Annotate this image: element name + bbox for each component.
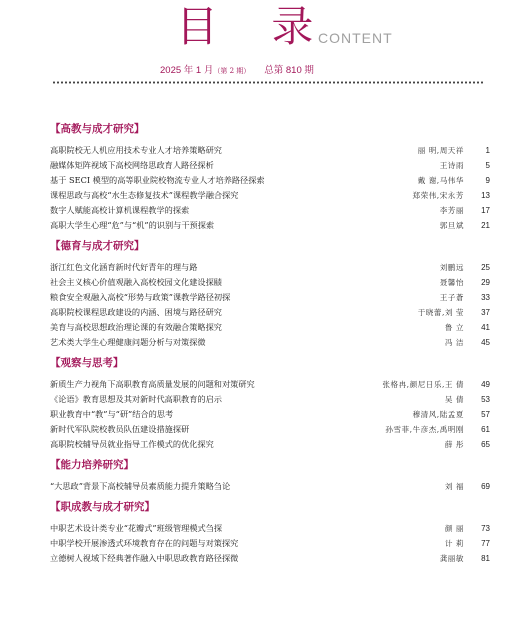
- entry-author: 于晓蕾,刘 莹: [417, 308, 464, 317]
- entry-page: 9: [485, 176, 490, 185]
- entry-title: 美育与高校思想政治理论课的有效融合策略探究: [50, 322, 222, 332]
- toc-entry[interactable]: [50, 188, 490, 203]
- entry-title: 《论语》教育思想及其对新时代高职教育的启示: [50, 394, 222, 404]
- entry-title: 中职学校开展渗透式环境教育存在的问题与对策探究: [50, 538, 239, 548]
- entry-author: 薛 彤: [444, 440, 464, 449]
- entry-author: 李芳丽: [439, 206, 464, 215]
- entry-title: 艺术类大学生心理健康问题分析与对策探微: [50, 337, 206, 347]
- entry-title: 课程思政与高校“水生态修复技术”课程教学融合探究: [50, 190, 239, 200]
- entry-author: 颜 丽: [444, 524, 464, 533]
- entry-page: 21: [481, 221, 490, 230]
- entry-author: 冯 洁: [444, 338, 464, 347]
- entry-author: 张格冉,颜尼日乐,王 倩: [382, 380, 464, 389]
- entry-author: 丽 明,周天祥: [417, 146, 464, 155]
- section-heading: 【职成教与成才研究】: [50, 501, 155, 513]
- entry-title: 基于 SECI 模型的高等职业院校物流专业人才培养路径探索: [50, 175, 265, 185]
- entry-title: 社会主义核心价值观融入高校校园文化建设探赜: [50, 277, 222, 287]
- entry-author: 龚丽敏: [439, 554, 464, 563]
- toc-entry[interactable]: [50, 173, 490, 188]
- issue-info: [160, 62, 380, 76]
- toc-entry[interactable]: [50, 218, 490, 233]
- entry-author: 王诗雨: [439, 161, 464, 170]
- entry-title: 数字人赋能高校计算机课程教学的探索: [50, 205, 190, 215]
- toc-entry[interactable]: [50, 335, 490, 350]
- entry-page: 33: [481, 293, 490, 302]
- entry-author: 戴 谢,马伟华: [417, 176, 464, 185]
- header: [0, 0, 530, 90]
- entry-page: 29: [481, 278, 490, 287]
- entry-author: 计 莉: [444, 539, 464, 548]
- entry-title: 浙江红色文化涵育新时代好青年的理与路: [50, 262, 198, 272]
- entry-page: 13: [481, 191, 490, 200]
- total-issue: 总第 810 期: [264, 65, 314, 76]
- entry-page: 73: [481, 524, 490, 533]
- entry-title: 高职院校无人机应用技术专业人才培养策略研究: [50, 145, 222, 155]
- toc-section: [50, 239, 490, 350]
- toc-entry[interactable]: [50, 407, 490, 422]
- toc-entry[interactable]: [50, 437, 490, 452]
- issue-date: 2025 年 1 月: [160, 65, 214, 76]
- entry-title: 职业教育中“教”与“研”结合的思考: [50, 409, 174, 419]
- toc-entry[interactable]: [50, 536, 490, 551]
- toc-entry[interactable]: [50, 143, 490, 158]
- toc-entry[interactable]: [50, 377, 490, 392]
- entry-page: 81: [481, 554, 490, 563]
- entry-page: 41: [481, 323, 490, 332]
- entry-author: 郭旦斌: [439, 221, 464, 230]
- issue-number: （第 2 期）: [213, 67, 251, 75]
- entry-author: 孙雪菲,牛彦杰,禹明刚: [385, 425, 464, 434]
- entry-page: 77: [481, 539, 490, 548]
- toc-section: [50, 458, 490, 494]
- section-heading: 【观察与思考】: [50, 357, 124, 369]
- entry-author: 穆清风,陆孟夏: [412, 410, 464, 419]
- toc-entry[interactable]: [50, 290, 490, 305]
- entry-author: 刘 福: [444, 482, 464, 491]
- toc-section: [50, 356, 490, 452]
- toc-entry[interactable]: [50, 422, 490, 437]
- entry-author: 鲁 立: [444, 323, 464, 332]
- entry-page: 17: [481, 206, 490, 215]
- toc-entry[interactable]: [50, 551, 490, 566]
- entry-title: 中职艺术设计类专业“花瓣式”班级管理模式刍探: [50, 523, 223, 533]
- entry-page: 57: [481, 410, 490, 419]
- entry-author: 聂馨怡: [439, 278, 464, 287]
- toc-entry[interactable]: [50, 521, 490, 536]
- toc-entry[interactable]: [50, 260, 490, 275]
- entry-page: 5: [485, 161, 490, 170]
- section-heading: 【德育与成才研究】: [50, 240, 145, 252]
- entry-page: 65: [481, 440, 490, 449]
- entry-page: 45: [481, 338, 490, 347]
- entry-page: 61: [481, 425, 490, 434]
- entry-title: “大思政”背景下高校辅导员素质能力提升策略刍论: [50, 481, 231, 491]
- section-heading: 【高教与成才研究】: [50, 123, 145, 135]
- dotted-divider: [52, 81, 484, 84]
- page-subtitle: CONTENT: [318, 30, 393, 46]
- toc-entry[interactable]: [50, 275, 490, 290]
- entry-page: 53: [481, 395, 490, 404]
- entry-title: 高职院校辅导员就业指导工作模式的优化探究: [50, 439, 214, 449]
- section-heading: 【能力培养研究】: [50, 459, 134, 471]
- entry-author: 吴 倩: [444, 395, 464, 404]
- toc-entry[interactable]: [50, 479, 490, 494]
- toc-section: [50, 122, 490, 233]
- entry-page: 25: [481, 263, 490, 272]
- entry-page: 69: [481, 482, 490, 491]
- entry-author: 刘鹏远: [439, 263, 464, 272]
- entry-title: 立德树人视域下经典著作融入中职思政教育路径探微: [50, 553, 239, 563]
- page-title: 目 录: [176, 2, 334, 51]
- entry-title: 高职院校课程思政建设的内涵、困境与路径研究: [50, 307, 222, 317]
- entry-author: 王子蒼: [439, 293, 464, 302]
- toc-entry[interactable]: [50, 203, 490, 218]
- entry-page: 49: [481, 380, 490, 389]
- toc-entry[interactable]: [50, 305, 490, 320]
- toc-entry[interactable]: [50, 320, 490, 335]
- entry-page: 37: [481, 308, 490, 317]
- entry-author: 郑荣伟,宋永芳: [412, 191, 464, 200]
- entry-title: 粮食安全观融入高校“形势与政策”课教学路径初探: [50, 292, 231, 302]
- toc-section: [50, 500, 490, 566]
- toc-entry[interactable]: [50, 392, 490, 407]
- entry-title: 融媒体矩阵视域下高校网络思政育人路径探析: [50, 160, 214, 170]
- toc-sections: [50, 122, 490, 566]
- entry-title: 新时代军队院校教员队伍建设措施探研: [50, 424, 190, 434]
- entry-title: 新质生产力视角下高职教育高质量发展的问题和对策研究: [50, 379, 255, 389]
- entry-title: 高职大学生心理“危”与“机”的识别与干预探索: [50, 220, 215, 230]
- toc-entry[interactable]: [50, 158, 490, 173]
- entry-page: 1: [485, 146, 490, 155]
